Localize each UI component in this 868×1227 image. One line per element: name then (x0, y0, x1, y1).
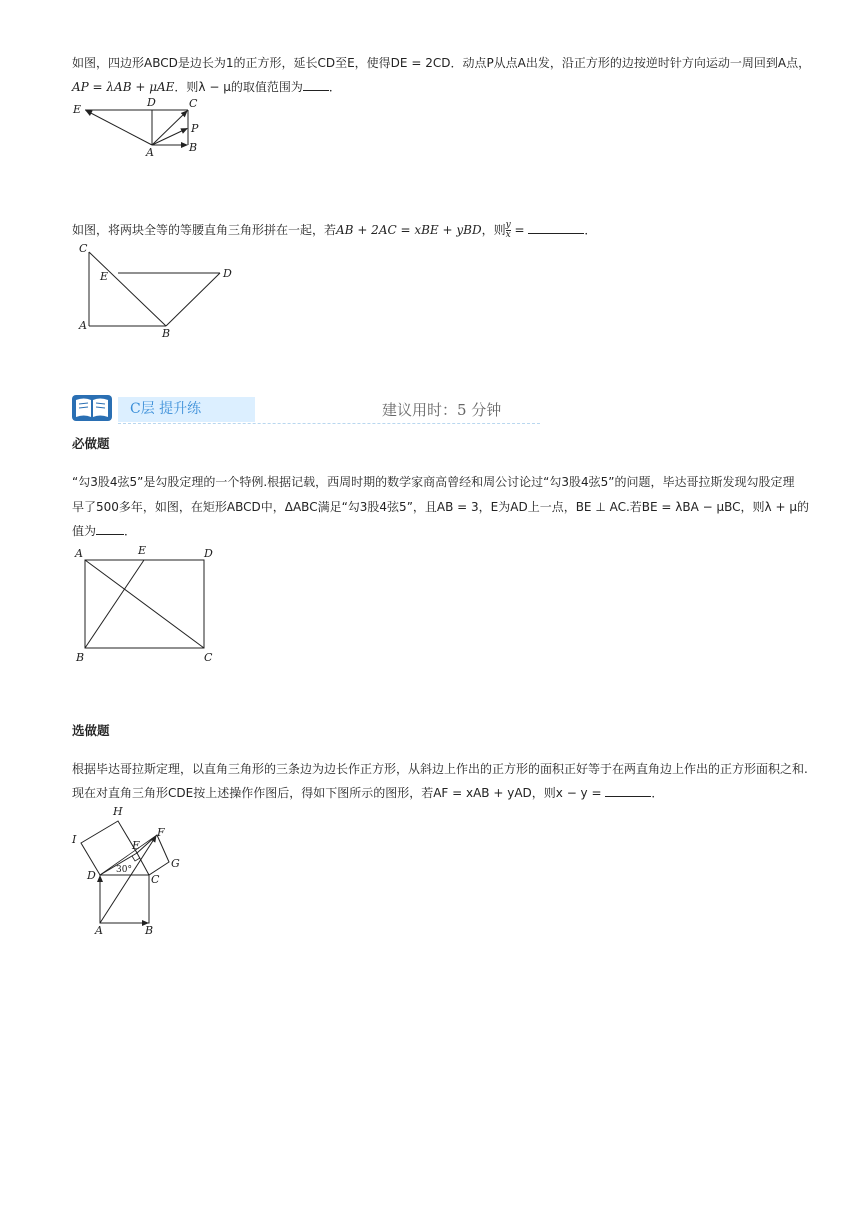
q2-answer-blank[interactable] (528, 221, 584, 234)
q4-label-b: B (145, 924, 154, 937)
q3-line2: 早了500多年，如图，在矩形ABCD中，ΔABC满足“勾3股4弦5”，且AB = 3，E为AD上一点，BE ⊥ AC.若BE = λBA − μBC，则λ + μ的 (72, 500, 809, 514)
q4-line1: 根据毕达哥拉斯定理，以直角三角形的三条边为边长作正方形，从斜边上作出的正方形的面积正好等于在两直角边上作出的正方形面积之和. (72, 762, 808, 776)
q3-value-label: 值为 (72, 524, 97, 538)
q2-period: ． (584, 223, 597, 237)
q4-square-dc (100, 875, 149, 923)
q3-label-d: D (204, 547, 213, 560)
q2-text (72, 220, 596, 240)
q1-label-a: A (146, 146, 154, 158)
q1-figure (68, 96, 218, 158)
q1-question: ．则λ − μ的取值范围为 (174, 80, 303, 94)
q1-line2 (72, 77, 341, 97)
q4-figure (70, 800, 190, 940)
q2-vector-equation: AB + 2AC = xBE + yBD (336, 223, 482, 237)
q4-label-d: D (87, 869, 96, 882)
q1-vector-ac (152, 111, 187, 145)
q3-answer-blank[interactable] (96, 522, 124, 535)
q4-label-c: C (151, 873, 160, 886)
q2-figure (74, 238, 244, 342)
q4-label-g: G (171, 857, 180, 870)
q3-figure (70, 543, 220, 667)
q4-label-e: E (132, 839, 141, 852)
q4-vector-af (100, 836, 156, 923)
q4-question: 现在对直角三角形CDE按上述操作作图后，得如下图所示的图形，若AF = xAB + yAD，则x − y = (72, 786, 606, 800)
q4-label-h: H (113, 805, 123, 818)
q1-line1: 如图，四边形ABCD是边长为1的正方形，延长CD至E，使得DE = 2CD．动点P从点A出发，沿正方形的边按逆时针方向运动一周回到A点， (72, 56, 811, 70)
q3-label-c: C (204, 651, 213, 664)
q1-label-b: B (189, 141, 198, 154)
q2-equals: = (510, 223, 529, 237)
q4-answer-blank[interactable] (605, 784, 651, 797)
q3-line-eb (85, 560, 144, 648)
q1-vector-ae (86, 111, 152, 146)
section-required-heading: 必做题 (72, 436, 110, 451)
q1-label-p: P (191, 122, 199, 135)
q2-label-d: D (223, 267, 232, 280)
q3-label-b: B (76, 651, 85, 664)
q3-line-ac (85, 560, 204, 648)
q1-vector-ap (152, 129, 187, 146)
book-icon (70, 392, 114, 424)
q3-line3 (72, 521, 136, 541)
q2-prefix: 如图，将两块全等的等腰直角三角形拼在一起，若 (72, 223, 337, 237)
suggested-time: 建议用时：5 分钟 (382, 401, 502, 419)
q1-answer-blank[interactable] (303, 78, 329, 91)
q4-period: ． (651, 786, 664, 800)
q1-period: ． (328, 80, 341, 94)
q2-label-a: A (79, 319, 87, 332)
q3-period: ． (124, 524, 137, 538)
q2-frac-den: x (505, 230, 511, 240)
q4-label-i: I (72, 833, 77, 846)
q2-line-cb (89, 252, 166, 326)
q2-label-e: E (100, 270, 109, 283)
section-tag: C层 提升练 (118, 397, 255, 422)
q2-label-b: B (162, 327, 171, 340)
q1-label-c: C (189, 97, 198, 110)
q4-label-a: A (95, 924, 103, 937)
section-optional-heading: 选做题 (72, 723, 110, 738)
q2-label-c: C (79, 242, 88, 255)
q2-frac-num: y (505, 220, 511, 230)
banner-divider (118, 423, 540, 424)
q3-label-a: A (75, 547, 83, 560)
q3-line1: “勾3股4弦5”是勾股定理的一个特例.根据记载，西周时期的数学家商高曾经和周公讨论过“勾3股4弦5”的问题，毕达哥拉斯发现勾股定理 (72, 475, 795, 489)
q2-then: ，则 (481, 223, 506, 237)
q4-angle-label: 30° (116, 865, 132, 875)
q4-label-f: F (157, 826, 165, 839)
q1-vector-equation: AP = λAB + μAE (72, 80, 175, 94)
q2-line-db (166, 273, 220, 326)
q3-label-e: E (138, 544, 147, 557)
q1-label-d: D (147, 96, 156, 109)
q1-label-e: E (73, 103, 82, 116)
